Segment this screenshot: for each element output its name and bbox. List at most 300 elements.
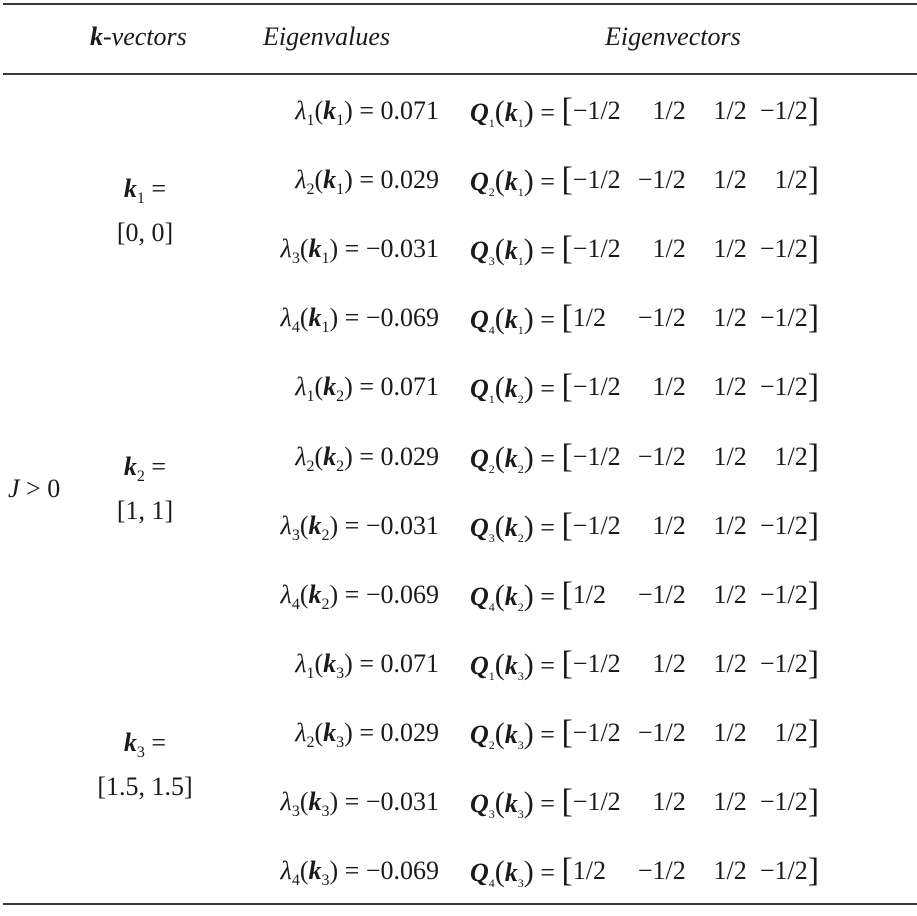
math-symbol: k [323, 165, 337, 195]
math-symbol: Q [470, 236, 489, 266]
vector-component: −1/2 [759, 787, 808, 816]
math-symbol: ] [807, 713, 820, 751]
eigenvector [561, 502, 819, 550]
math-symbol: 1 [488, 392, 495, 407]
math-symbol: λ [280, 787, 292, 816]
math-symbol: 2 [321, 595, 330, 613]
eigenvalue-cell [281, 778, 439, 836]
eigenvector-cell [470, 87, 819, 147]
math-symbol: ( [494, 302, 505, 336]
math-symbol: ( [314, 717, 324, 747]
math-symbol: ( [299, 856, 309, 886]
math-symbol: ) [344, 165, 353, 195]
eigenvector-cell [470, 571, 819, 631]
k-group-value: [1.5, 1.5] [97, 772, 193, 801]
table-row [0, 87, 917, 156]
vector-component: 1/2 [713, 510, 747, 540]
math-symbol: 3 [488, 530, 495, 545]
math-symbol: ) [523, 95, 534, 128]
math-symbol: 1 [488, 116, 495, 130]
math-symbol: ] [807, 437, 820, 475]
math-symbol: = [533, 789, 562, 818]
table-row [0, 433, 917, 502]
math-symbol: 4 [488, 599, 495, 614]
math-symbol: = [352, 96, 381, 125]
math-symbol: k [504, 512, 518, 542]
eigenvalue-cell [281, 225, 439, 283]
math-symbol: [ [561, 230, 573, 268]
math-symbol: 4 [291, 319, 300, 337]
table-row [0, 571, 917, 640]
header-k-bold: k [90, 22, 103, 51]
eigenvector [561, 225, 819, 273]
vector-component: 1/2 [713, 856, 747, 886]
math-symbol: ] [807, 92, 820, 129]
vector-component: 1/2 [713, 717, 747, 747]
math-symbol: 1 [517, 116, 524, 130]
math-symbol: Q [470, 789, 489, 818]
vector-component: −1/2 [572, 717, 621, 747]
math-symbol: ) [523, 786, 534, 819]
vector-component: 1/2 [713, 441, 747, 471]
math-symbol: k [504, 443, 518, 473]
math-symbol: = [338, 787, 366, 816]
math-symbol: λ [295, 648, 307, 678]
vector-component: 1/2 [652, 510, 686, 540]
vector-component: 1/2 [713, 372, 747, 402]
header-eigenvalues: Eigenvalues [263, 22, 391, 51]
math-symbol: = [533, 236, 562, 266]
math-symbol: Q [470, 374, 489, 404]
math-symbol: ( [314, 648, 324, 678]
math-symbol: ) [523, 440, 534, 474]
math-symbol: 3 [291, 250, 300, 268]
math-symbol: = [533, 650, 562, 680]
math-symbol: = [533, 719, 562, 749]
eigenvalue-cell [295, 363, 439, 421]
math-symbol: ( [494, 716, 505, 750]
math-symbol: ( [314, 441, 324, 471]
eigenvalue: 0.071 [380, 648, 439, 678]
table-row [0, 502, 917, 571]
eigenvector-cell [470, 225, 819, 285]
math-symbol: ) [344, 96, 353, 125]
math-symbol: k [323, 717, 337, 747]
vector-component: 1/2 [572, 856, 607, 886]
math-symbol: ) [344, 717, 353, 747]
eigenvalue-cell [295, 433, 439, 491]
vector-component: −1/2 [572, 787, 621, 816]
vector-component: 1/2 [774, 441, 808, 471]
math-symbol: 2 [336, 457, 345, 475]
math-symbol: ] [807, 368, 820, 406]
math-symbol: = [533, 167, 562, 197]
math-symbol: ) [329, 234, 339, 264]
eigenvector-cell [470, 433, 819, 493]
math-symbol: [ [561, 161, 573, 199]
math-symbol: λ [295, 96, 307, 125]
table-row [0, 294, 917, 363]
vector-component: 1/2 [572, 579, 607, 609]
math-symbol: ) [523, 509, 534, 543]
eigenvalue-cell [281, 571, 439, 629]
table-row [0, 363, 917, 432]
eigenvalue-cell [295, 156, 439, 214]
eigenvector [561, 778, 819, 826]
math-symbol: k [504, 581, 518, 611]
eigenvector-cell [470, 363, 819, 423]
math-symbol: 4 [488, 876, 495, 891]
vector-component: 1/2 [652, 648, 686, 678]
vector-component: 1/2 [713, 165, 747, 195]
eigenvalue: 0.071 [380, 372, 439, 402]
math-symbol: 2 [517, 599, 524, 614]
math-symbol: = [352, 648, 381, 678]
header-k-vectors [90, 22, 187, 52]
math-symbol: Q [470, 858, 489, 888]
math-symbol: ] [807, 852, 820, 890]
math-symbol: ) [329, 787, 339, 816]
math-symbol: ) [523, 647, 534, 681]
eigenvector [561, 847, 819, 895]
math-symbol: 1 [306, 388, 315, 406]
k-group-name: $k_1$ = [123, 174, 167, 207]
table-row [0, 225, 917, 294]
vector-component: 1/2 [572, 303, 607, 333]
vector-component: −1/2 [759, 648, 808, 678]
math-symbol: k [323, 372, 337, 402]
math-symbol: 1 [488, 668, 495, 683]
math-symbol: k [308, 510, 322, 540]
math-symbol: Q [470, 98, 489, 127]
eigenvalue: 0.071 [380, 96, 439, 125]
eigenvector [561, 571, 819, 619]
vector-component: 1/2 [774, 165, 808, 195]
math-symbol: ) [329, 579, 339, 609]
eigenvector [561, 294, 819, 342]
vector-component: −1/2 [759, 372, 808, 402]
math-symbol: k [323, 648, 337, 678]
math-symbol: k [504, 98, 518, 127]
header-eigenvectors: Eigenvectors [605, 22, 741, 51]
vector-component: −1/2 [572, 648, 621, 678]
math-symbol: 1 [517, 323, 524, 338]
math-symbol: 1 [306, 664, 315, 682]
math-symbol: λ [295, 372, 307, 402]
vector-component: −1/2 [759, 510, 808, 540]
eigenvalue-cell [281, 502, 439, 560]
math-symbol: [ [561, 92, 573, 129]
table-row [0, 640, 917, 709]
math-symbol: ) [523, 164, 534, 198]
math-symbol: [ [561, 644, 573, 682]
math-symbol: 3 [517, 737, 524, 752]
math-symbol: = [533, 858, 562, 888]
math-symbol: k [504, 858, 518, 888]
math-symbol: [ [561, 783, 573, 820]
math-symbol: ( [314, 96, 324, 125]
eigenvalue: −0.069 [365, 303, 439, 333]
math-symbol: 3 [336, 733, 345, 751]
math-symbol: 2 [517, 461, 524, 476]
math-symbol: 2 [488, 461, 495, 476]
math-symbol: [ [561, 852, 573, 890]
math-symbol: k [308, 234, 322, 264]
math-symbol: λ [295, 441, 307, 471]
vector-component: −1/2 [759, 234, 808, 264]
math-symbol: ( [299, 303, 309, 333]
vector-component: 1/2 [713, 648, 747, 678]
math-symbol: ) [344, 372, 353, 402]
math-symbol: ( [494, 95, 505, 128]
math-symbol: k [504, 650, 518, 680]
math-symbol: Q [470, 443, 489, 473]
math-symbol: ( [494, 371, 505, 405]
math-symbol: k [308, 303, 322, 333]
math-symbol: ) [344, 648, 353, 678]
k-group-name: $k_2$ = [123, 452, 167, 485]
table-row [0, 156, 917, 225]
table-row [0, 709, 917, 778]
math-symbol: λ [280, 856, 292, 886]
vector-component: 1/2 [713, 579, 747, 609]
eigenvalue: 0.029 [380, 717, 439, 747]
math-symbol: Q [470, 650, 489, 680]
vector-component: −1/2 [572, 234, 621, 264]
eigenvector [561, 709, 819, 757]
vector-component: −1/2 [637, 165, 686, 195]
vector-component: −1/2 [572, 510, 621, 540]
eigenvector-cell [470, 847, 819, 907]
math-symbol: [ [561, 713, 573, 751]
eigenvector-cell [470, 502, 819, 562]
math-symbol: k [323, 441, 337, 471]
math-symbol: ( [494, 786, 505, 819]
math-symbol: ] [807, 783, 820, 820]
math-symbol: ) [344, 441, 353, 471]
math-symbol: ( [494, 509, 505, 543]
math-symbol: Q [470, 167, 489, 197]
math-symbol: = [352, 441, 381, 471]
eigenvalue: −0.069 [365, 856, 439, 886]
math-symbol: ( [314, 372, 324, 402]
eigenvector [561, 156, 819, 204]
vector-component: −1/2 [637, 856, 686, 886]
eigenvector [561, 87, 819, 135]
eigenvector [561, 433, 819, 481]
math-symbol: 2 [321, 526, 330, 544]
eigenvalue: −0.069 [365, 579, 439, 609]
math-symbol: 2 [488, 737, 495, 752]
condition-rest: > 0 [19, 474, 61, 503]
math-symbol: ] [807, 575, 820, 613]
math-symbol: λ [295, 717, 307, 747]
math-symbol: ( [299, 234, 309, 264]
eigenvector-cell [470, 156, 819, 216]
table-row [0, 778, 917, 847]
math-symbol: k [504, 167, 518, 197]
eigenvalue: −0.031 [365, 787, 439, 816]
math-symbol: ) [523, 233, 534, 267]
eigenvalue-cell [295, 709, 439, 767]
eigenvalue-cell [295, 640, 439, 698]
math-symbol: ( [299, 510, 309, 540]
math-symbol: = [533, 581, 562, 611]
math-symbol: = [352, 372, 381, 402]
k-group-name: $k_3$ = [123, 728, 167, 761]
math-symbol: ) [523, 716, 534, 750]
eigenvalue-cell [295, 87, 439, 145]
math-symbol: 3 [517, 807, 524, 821]
math-symbol: 3 [517, 876, 524, 891]
vector-component: −1/2 [759, 96, 808, 125]
math-symbol: k [323, 96, 337, 125]
math-symbol: k [504, 719, 518, 749]
math-symbol: = [533, 305, 562, 335]
math-symbol: 2 [488, 185, 495, 200]
math-symbol: k [308, 856, 322, 886]
math-symbol: 2 [306, 181, 315, 199]
vector-component: −1/2 [572, 441, 621, 471]
vector-component: 1/2 [713, 96, 747, 125]
math-symbol: ) [523, 371, 534, 405]
math-symbol: ( [494, 164, 505, 198]
math-symbol: 1 [321, 319, 330, 337]
math-symbol: k [504, 374, 518, 404]
math-symbol: ] [807, 230, 820, 268]
math-symbol: 4 [291, 595, 300, 613]
vector-component: 1/2 [652, 787, 686, 816]
math-symbol: k [504, 236, 518, 266]
vector-component: −1/2 [759, 303, 808, 333]
vector-component: 1/2 [713, 234, 747, 264]
math-symbol: 2 [306, 457, 315, 475]
k-group-value: [0, 0] [116, 218, 174, 247]
math-symbol: λ [280, 579, 292, 609]
math-symbol: ( [494, 440, 505, 474]
math-symbol: ] [807, 299, 820, 337]
math-symbol: Q [470, 581, 489, 611]
math-symbol: 2 [306, 733, 315, 751]
math-symbol: ] [807, 506, 820, 544]
math-symbol: [ [561, 368, 573, 406]
math-symbol: = [338, 856, 366, 886]
math-symbol: k [504, 305, 518, 335]
vector-component: 1/2 [652, 96, 686, 125]
math-symbol: 3 [336, 664, 345, 682]
vector-component: 1/2 [713, 303, 747, 333]
math-symbol: 3 [488, 807, 495, 821]
eigenvector-cell [470, 778, 819, 838]
vector-component: 1/2 [652, 234, 686, 264]
math-symbol: 1 [306, 112, 315, 129]
math-symbol: ( [494, 647, 505, 681]
math-symbol: Q [470, 512, 489, 542]
eigenvalue-cell [281, 294, 439, 352]
math-symbol: [ [561, 437, 573, 475]
math-symbol: 1 [336, 181, 345, 199]
math-symbol: = [338, 234, 366, 264]
math-symbol: 3 [488, 254, 495, 269]
table-row [0, 847, 917, 916]
math-symbol: = [533, 98, 562, 127]
vector-component: −1/2 [637, 717, 686, 747]
math-symbol: Q [470, 719, 489, 749]
math-symbol: = [533, 443, 562, 473]
eigenvalue: 0.029 [380, 441, 439, 471]
math-symbol: [ [561, 299, 573, 337]
eigenvalue-cell [281, 847, 439, 905]
math-symbol: λ [280, 234, 292, 264]
math-symbol: 3 [517, 668, 524, 683]
eigenvector-cell [470, 709, 819, 769]
eigenvalue: −0.031 [365, 510, 439, 540]
math-symbol: = [338, 579, 366, 609]
math-symbol: = [533, 374, 562, 404]
math-symbol: 4 [488, 323, 495, 338]
math-symbol: = [352, 717, 381, 747]
math-symbol: ( [299, 579, 309, 609]
vector-component: −1/2 [572, 96, 621, 125]
math-symbol: [ [561, 506, 573, 544]
math-symbol: = [352, 165, 381, 195]
math-symbol: ( [494, 233, 505, 267]
math-symbol: k [308, 579, 322, 609]
k-group-value: [1, 1] [116, 496, 174, 525]
math-symbol: 2 [336, 388, 345, 406]
math-symbol: 1 [517, 254, 524, 269]
math-symbol: 2 [517, 530, 524, 545]
math-symbol: Q [470, 305, 489, 335]
math-symbol: ) [523, 855, 534, 889]
eigenvector-cell [470, 294, 819, 354]
math-symbol: ] [807, 644, 820, 682]
eigenvalue: −0.031 [365, 234, 439, 264]
math-symbol: 1 [517, 185, 524, 200]
math-symbol: ) [329, 303, 339, 333]
math-symbol: k [504, 789, 518, 818]
math-symbol: 2 [517, 392, 524, 407]
vector-component: −1/2 [572, 372, 621, 402]
math-symbol: 1 [321, 250, 330, 268]
eigenvector-cell [470, 640, 819, 700]
bottom-rule [3, 903, 917, 905]
header-k-rest: -vectors [103, 22, 187, 51]
vector-component: −1/2 [759, 579, 808, 609]
math-symbol: = [533, 512, 562, 542]
top-rule [3, 3, 917, 5]
math-symbol: ( [494, 578, 505, 612]
math-symbol: λ [280, 303, 292, 333]
math-symbol: ) [523, 578, 534, 612]
math-symbol: ) [329, 510, 339, 540]
header-rule [3, 73, 917, 75]
math-symbol: λ [295, 165, 307, 195]
vector-component: 1/2 [652, 372, 686, 402]
math-symbol: ] [807, 161, 820, 199]
math-symbol: 1 [336, 112, 345, 129]
math-symbol: 3 [291, 803, 300, 820]
vector-component: −1/2 [572, 165, 621, 195]
math-symbol: ( [494, 855, 505, 889]
math-symbol: [ [561, 575, 573, 613]
vector-component: 1/2 [774, 717, 808, 747]
vector-component: −1/2 [759, 856, 808, 886]
math-symbol: ( [299, 787, 309, 816]
eigenvalue: 0.029 [380, 165, 439, 195]
math-symbol: 3 [321, 872, 330, 890]
math-symbol: k [308, 787, 322, 816]
